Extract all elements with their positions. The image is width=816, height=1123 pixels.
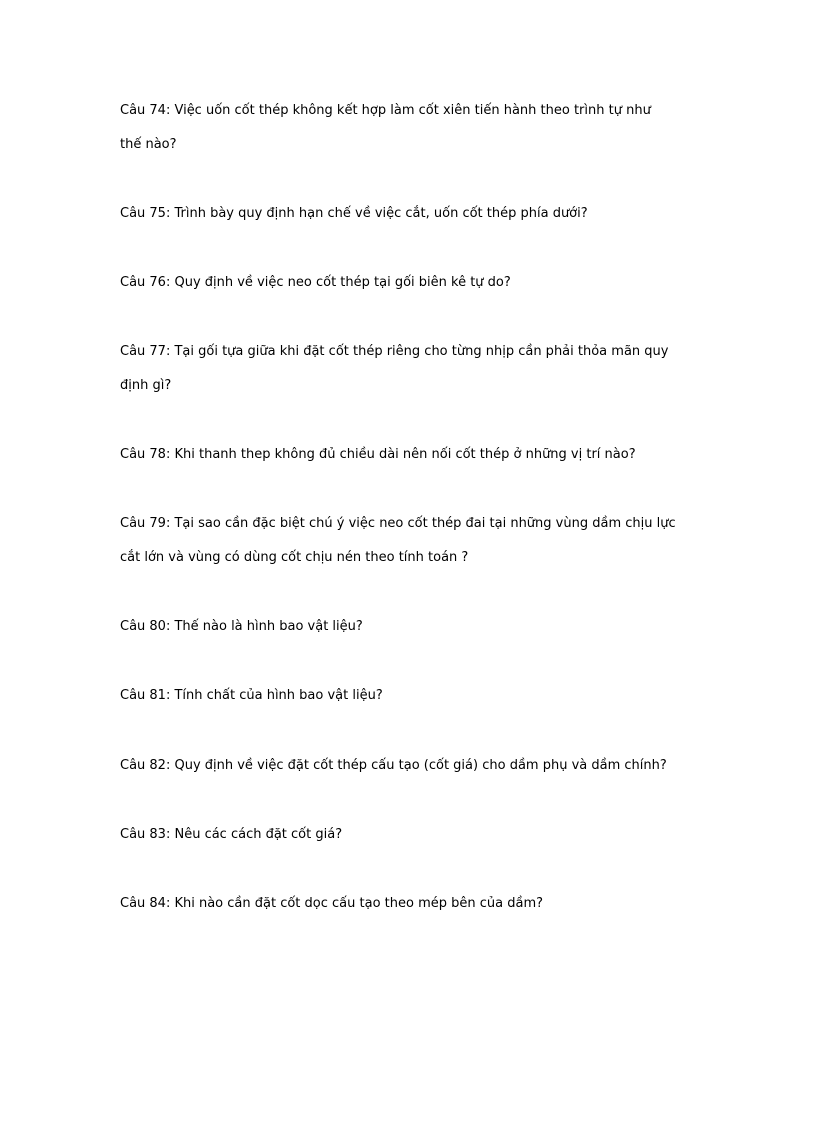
question-81-line-1: Câu 81: Tính chất của hình bao vật liệu? xyxy=(120,688,383,703)
question-79-line-2: cắt lớn và vùng có dùng cốt chịu nén theo tính toán ? xyxy=(120,550,469,565)
question-77-line-1: Câu 77: Tại gối tựa giữa khi đặt cốt thép riêng cho từng nhịp cần phải thỏa mãn quy xyxy=(120,344,669,359)
question-79 xyxy=(120,507,710,575)
question-81 xyxy=(120,679,710,713)
question-84 xyxy=(120,887,710,921)
question-83 xyxy=(120,818,710,852)
question-76 xyxy=(120,266,710,300)
question-74 xyxy=(120,94,710,162)
question-78 xyxy=(120,438,710,472)
question-82 xyxy=(120,749,710,783)
question-80 xyxy=(120,610,710,644)
question-83-line-1: Câu 83: Nêu các cách đặt cốt giá? xyxy=(120,827,343,842)
question-76-line-1: Câu 76: Quy định về việc neo cốt thép tại gối biên kê tự do? xyxy=(120,275,511,290)
question-82-line-1: Câu 82: Quy định về việc đặt cốt thép cấu tạo (cốt giá) cho dầm phụ và dầm chính? xyxy=(120,758,667,773)
question-74-line-1: Câu 74: Việc uốn cốt thép không kết hợp làm cốt xiên tiến hành theo trình tự như xyxy=(120,103,651,118)
question-79-line-1: Câu 79: Tại sao cần đặc biệt chú ý việc neo cốt thép đai tại những vùng dầm chịu lực xyxy=(120,516,676,531)
question-77-line-2: định gì? xyxy=(120,378,172,393)
question-75-line-1: Câu 75: Trình bày quy định hạn chế về việc cắt, uốn cốt thép phía dưới? xyxy=(120,206,588,221)
question-74-line-2: thế nào? xyxy=(120,137,177,152)
question-80-line-1: Câu 80: Thế nào là hình bao vật liệu? xyxy=(120,619,363,634)
question-84-line-1: Câu 84: Khi nào cần đặt cốt dọc cấu tạo theo mép bên của dầm? xyxy=(120,896,544,911)
question-75 xyxy=(120,197,710,231)
question-78-line-1: Câu 78: Khi thanh thep không đủ chiều dài nên nối cốt thép ở những vị trí nào? xyxy=(120,447,636,462)
question-77 xyxy=(120,335,710,403)
